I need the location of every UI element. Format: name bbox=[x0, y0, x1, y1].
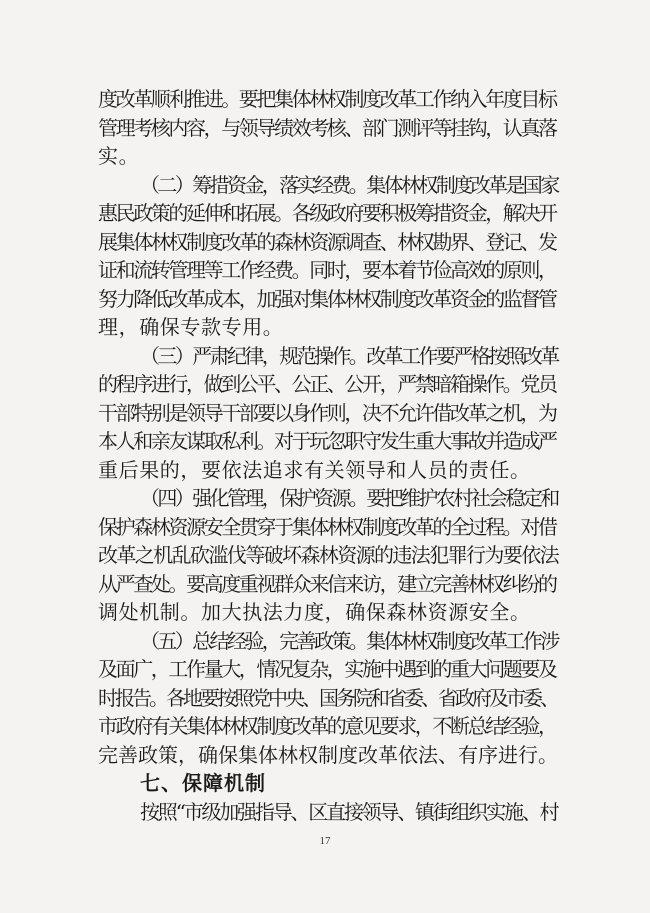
text-line: 调处机制。加大执法力度，确保森林资源安全。 bbox=[98, 600, 531, 624]
text-line: 惠民政策的延伸和拓展。各级政府要积极筹措资金，解决开 bbox=[98, 201, 556, 225]
text-line: 及面广，工作量大，情况复杂，实施中遇到的重大问题要及 bbox=[98, 657, 556, 681]
paragraph-start-line: （四）强化管理，保护资源。要把维护农村社会稳定和 bbox=[140, 486, 558, 510]
text-line: 实。 bbox=[98, 144, 140, 168]
text-line: 努力降低改革成本，加强对集体林权制度改革资金的监督管 bbox=[98, 286, 556, 311]
text-line: 本人和亲友谋取私利。对于玩忽职守发生重大事故并造成严 bbox=[98, 429, 556, 453]
text-line: 度改革顺利推进。要把集体林权制度改革工作纳入年度目标 bbox=[98, 87, 556, 111]
text-line: 市政府有关集体林权制度改革的意见要求，不断总结经验， bbox=[98, 714, 556, 738]
text-line: 从严查处。要高度重视群众来信来访，建立完善林权纠纷的 bbox=[98, 571, 556, 596]
text-line: 完善政策，确保集体林权制度改革依法、有序进行。 bbox=[98, 742, 558, 767]
text-line: 重后果的，要依法追求有关领导和人员的责任。 bbox=[98, 457, 531, 482]
text-line: 展集体林权制度改革的森林资源调查、林权勘界、登记、发 bbox=[98, 229, 556, 254]
text-line: 管理考核内容，与领导绩效考核、部门测评等挂钩，认真落 bbox=[98, 115, 556, 140]
paragraph-start-line: （五）总结经验，完善政策。集体林权制度改革工作涉 bbox=[140, 628, 558, 653]
paragraph-start-line: （三）严肃纪律，规范操作。改革工作要严格按照改革 bbox=[140, 343, 558, 368]
text-line: 保护森林资源安全贯穿于集体林权制度改革的全过程。对借 bbox=[98, 514, 556, 539]
section-heading: 七、保障机制 bbox=[140, 771, 266, 795]
page-number: 17 bbox=[319, 835, 331, 847]
text-line: 干部特别是领导干部要以身作则，决不允许借改革之机，为 bbox=[98, 400, 556, 425]
paragraph-start-line: 按照“市级加强指导、区直接领导、镇街组织实施、村 bbox=[140, 799, 558, 824]
paragraph-start-line: （二）筹措资金，落实经费。集体林权制度改革是国家 bbox=[140, 172, 558, 197]
text-line: 时报告。各地要按照党中央、国务院和省委、省政府及市委、 bbox=[98, 685, 557, 710]
text-line: 的程序进行，做到公平、公正、公开，严禁暗箱操作。党员 bbox=[98, 372, 556, 396]
text-line: 证和流转管理等工作经费。同时，要本着节俭高效的原则， bbox=[98, 258, 556, 282]
text-line: 改革之机乱砍滥伐等破坏森林资源的违法犯罪行为要依法 bbox=[98, 543, 558, 567]
text-line: 理，确保专款专用。 bbox=[98, 315, 284, 339]
